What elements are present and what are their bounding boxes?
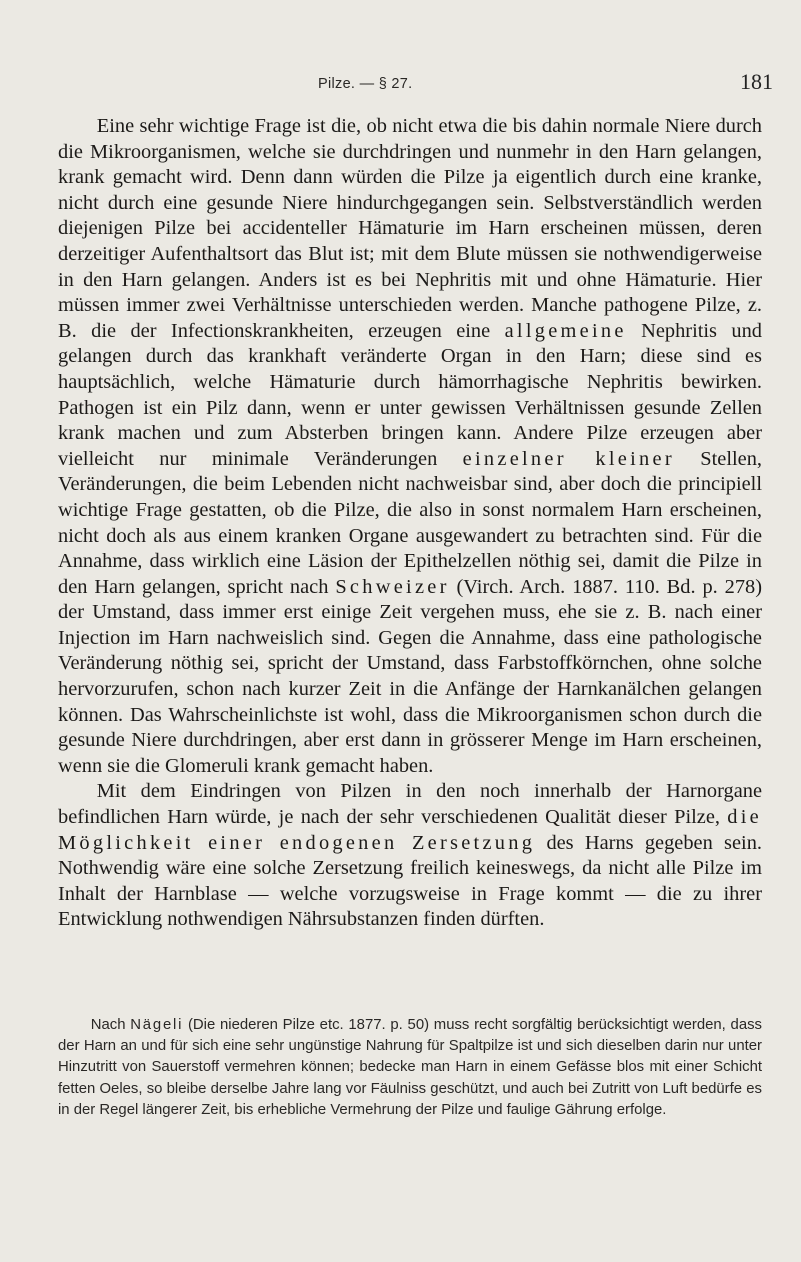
emphasis-schweizer: Schweizer (335, 575, 450, 598)
page-header (0, 0, 801, 110)
paragraph-1 (58, 114, 762, 779)
page-number: 181 (740, 69, 773, 94)
emphasis-naegeli: Nägeli (130, 1017, 184, 1033)
paragraph-2-text-a: Mit dem Eindringen von Pilzen in den noch innerhalb der Harnorgane befindlichen Harn würde, je nach der sehr verschiedenen Qualität dieser Pilze, (58, 780, 762, 829)
paragraph-1-text-a: Eine sehr wichtige Frage ist die, ob nicht etwa die bis dahin normale Niere durch die Mikroorganismen, welche sie durchdringen und nunmehr in den Harn gelangen, krank gemacht wird. Denn dann würden die Pilze ja eigentlich durch eine kranke, nicht durch eine gesunde Niere hindurchgegangen sein. Selbstverständlich werden diejenigen Pilze bei accidenteller Hämaturie im Harn erscheinen müssen, deren derzeitiger Aufenthaltsort das Blut ist; mit dem Blute müssen sie nothwendigerweise in den Harn gelangen. Anders ist es bei Nephritis mit und ohne Hämaturie. Hier müssen immer zwei Verhältnisse unterschieden werden. Manche pathogene Pilze, z. B. die der Infectionskrankheiten, erzeugen eine (58, 115, 762, 342)
footnote-text-b: (Die niederen Pilze etc. 1877. p. 50) muss recht sorgfältig berücksichtigt werden, dass der Harn an und für sich eine sehr ungünstige Nahrung für Spaltpilze ist und sich dieselben darin nur unter Hinzutritt von Sauerstoff vermehren können; bedecke man Harn in einem Gefässe blos mit einer Schicht fetten Oeles, so bleibe derselbe Jahre lang vor Fäulniss geschützt, und auch bei Zutritt von Luft bedürfe es in der Regel längerer Zeit, bis erhebliche Vermehrung der Pilze und faulige Gährung erfolge. (58, 1017, 762, 1118)
main-text (58, 114, 762, 933)
emphasis-allgemeine: allgemeine (504, 319, 627, 342)
paragraph-1-text-c: Stellen, Veränderungen, die beim Lebenden nicht nachweisbar sind, aber doch die principiell wichtige Frage gestatten, ob die Pilze, die also in sonst normalem Harn erscheinen, nicht doch als aus einem kranken Organe ausgewandert zu betrachten sind. Für die Annahme, dass wirklich eine Läsion der Epithelzellen nöthig sei, damit die Pilze in den Harn gelangen, spricht nach (58, 447, 762, 598)
emphasis-einzelner-kleiner: einzelner kleiner (462, 447, 675, 470)
paragraph-1-text-d: (Virch. Arch. 1887. 110. Bd. p. 278) der Umstand, dass immer erst einige Zeit vergehen muss, ehe sie z. B. nach einer Injection im Harn nachweislich sind. Gegen die Annahme, dass eine pathologische Veränderung nöthig sei, spricht der Umstand, dass Farbstoffkörnchen, ohne solche hervorzurufen, schon nach kurzer Zeit in die Anfänge der Harnkanälchen gelangen können. Das Wahrscheinlichste ist wohl, dass die Mikroorganismen schon durch die gesunde Niere durchdringen, aber erst dann in grösserer Menge im Harn erscheinen, wenn sie die Glomeruli krank gemacht haben. (58, 575, 763, 777)
footnote-text-a: Nach (90, 1017, 131, 1033)
footnote (58, 1015, 762, 1121)
paragraph-1-text-b: Nephritis und gelangen durch das krankhaft veränderte Organ in den Harn; diese sind es hauptsächlich, welche Hämaturie durch hämorrhagische Nephritis bewirken. Pathogen ist ein Pilz dann, wenn er unter gewissen Verhältnissen gesunde Zellen krank machen und zum Absterben bringen kann. Andere Pilze erzeugen aber vielleicht nur minimale Veränderungen (58, 319, 763, 470)
paragraph-2 (58, 779, 762, 933)
emphasis-endogene-zersetzung: die Möglichkeit einer endogenen Zersetzung (58, 806, 762, 854)
paragraph-2-text-b: des Harns gegeben sein. Nothwendig wäre eine solche Zersetzung freilich keineswegs, da nicht alle Pilze im Inhalt der Harnblase — welche vorzugsweise in Frage kommt — die zu ihrer Entwicklung nothwendigen Nährsubstanzen finden dürften. (58, 831, 762, 931)
running-head: Pilze. — § 27. (318, 76, 413, 92)
